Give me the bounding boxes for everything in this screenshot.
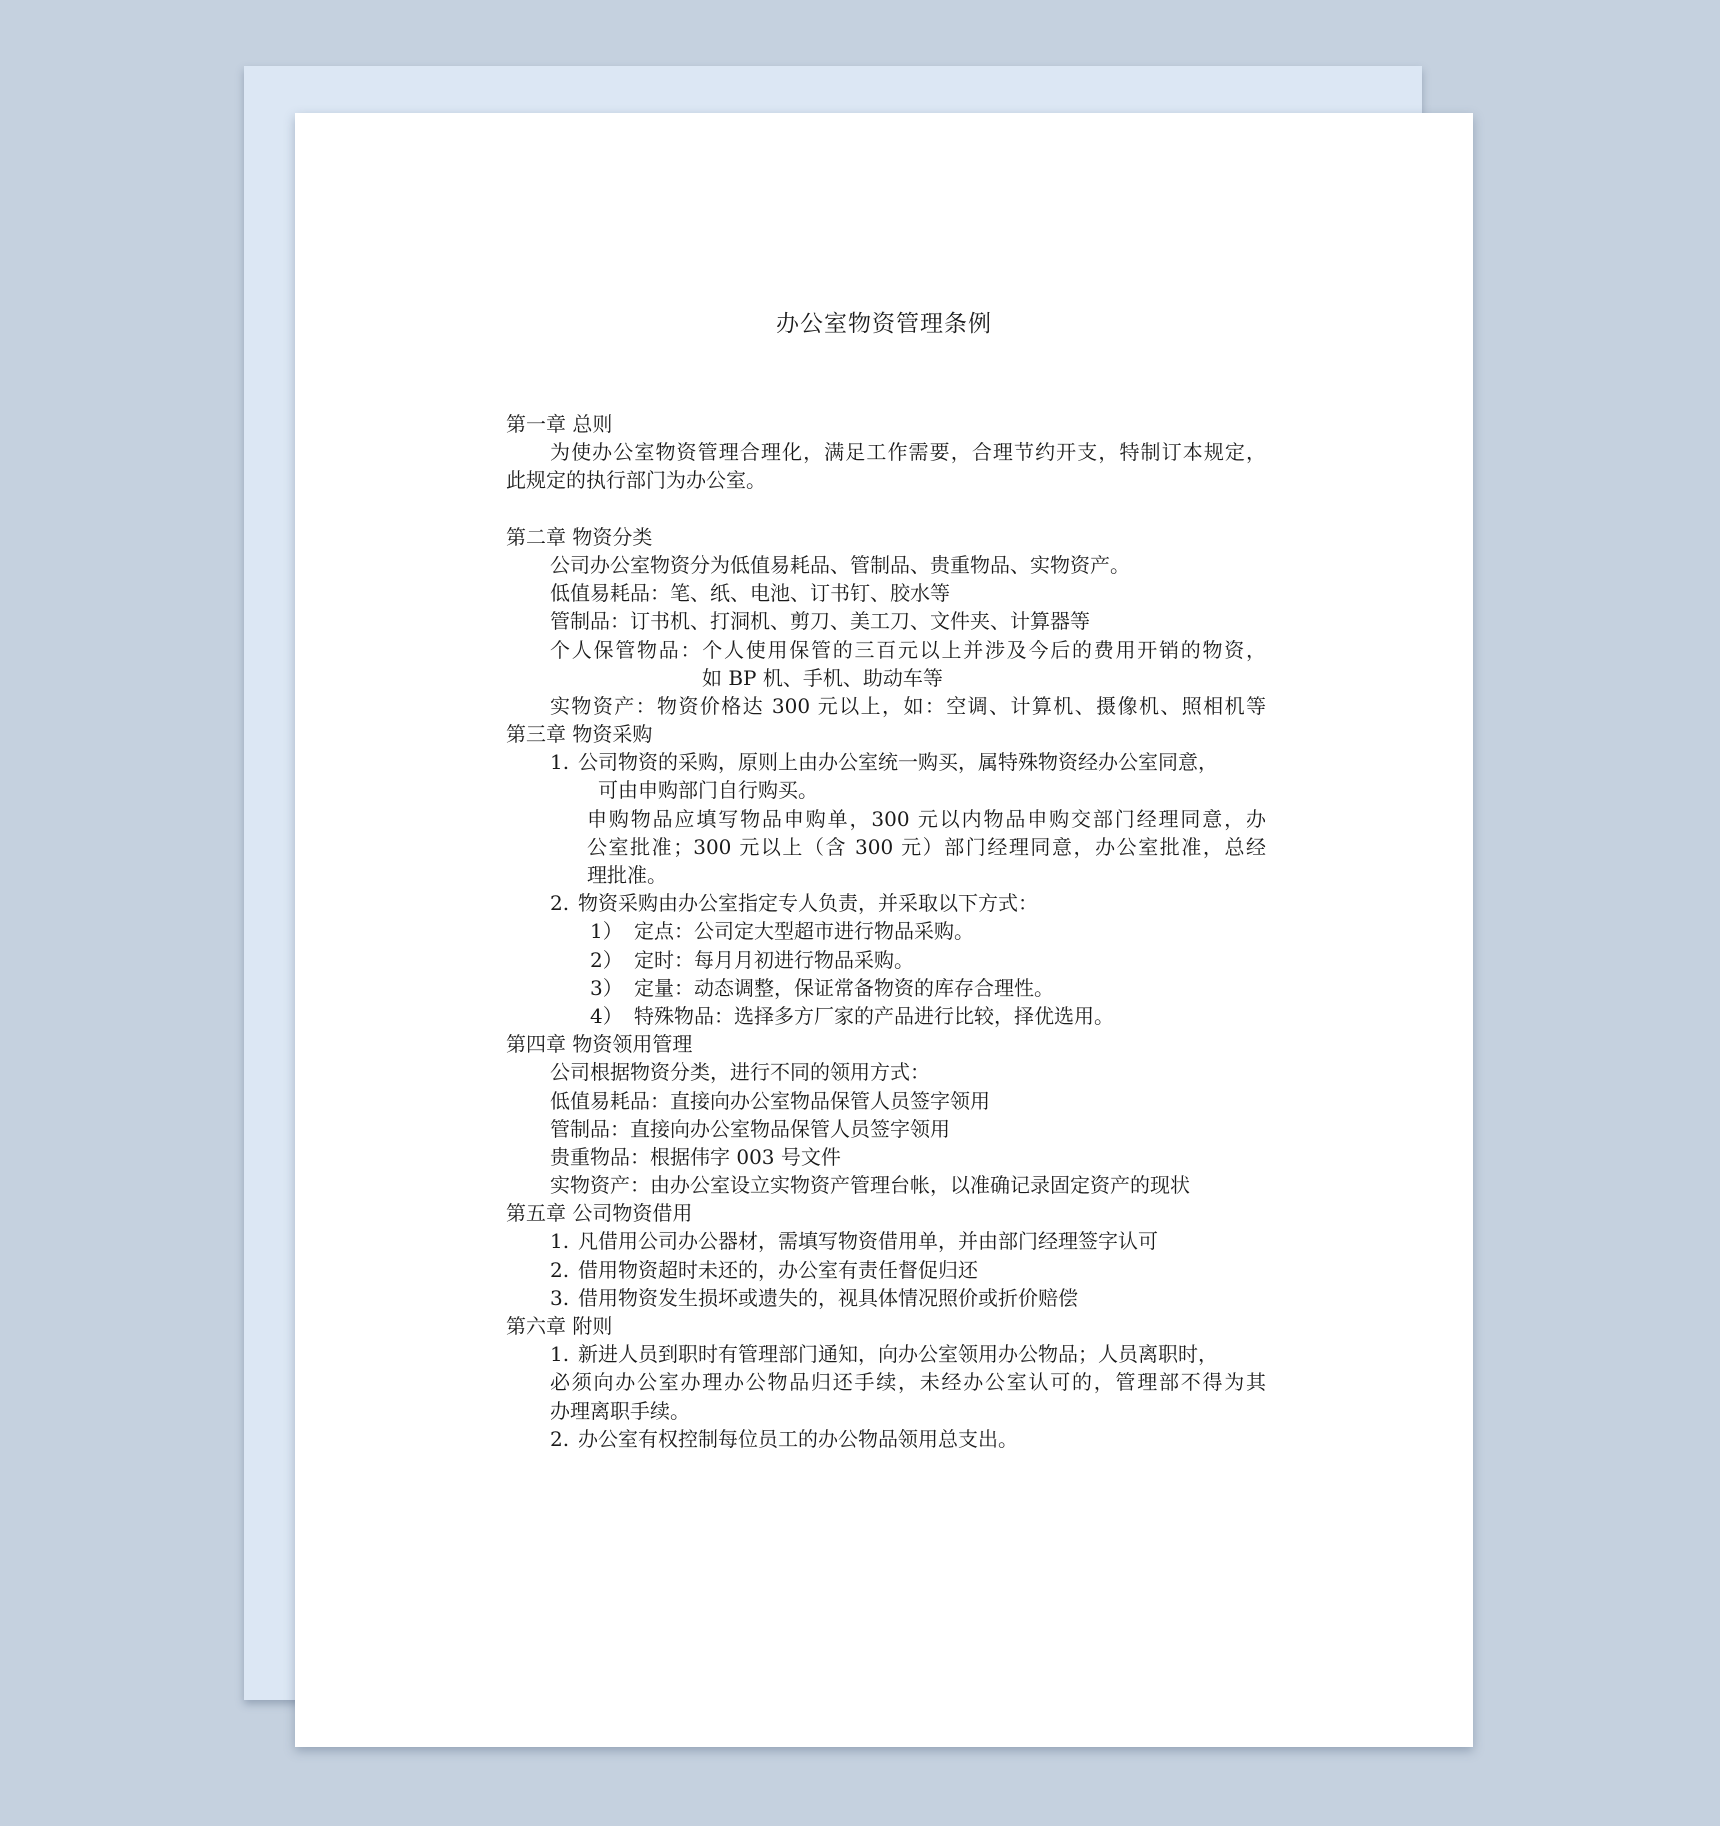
chapter-5-heading: 第五章 公司物资借用: [506, 1201, 693, 1226]
list-item-text: 物资采购由办公室指定专人负责，并采取以下方式：: [578, 891, 1038, 916]
list-item-text: 新进人员到职时有管理部门通知，向办公室领用办公物品；人员离职时，: [578, 1342, 1218, 1367]
body-line: 公司根据物资分类，进行不同的领用方式：: [550, 1060, 930, 1085]
body-line: 此规定的执行部门为办公室。: [506, 468, 766, 493]
list-item: [506, 748, 1266, 776]
sub-list-item-text: 定点：公司定大型超市进行物品采购。: [634, 919, 974, 944]
body-line: 实物资产：物资价格达 300 元以上，如：空调、计算机、摄像机、照相机等: [550, 693, 1266, 718]
body-line: 贵重物品：根据伟字 003 号文件: [550, 1144, 841, 1169]
body-line: 公司办公室物资分为低值易耗品、管制品、贵重物品、实物资产。: [550, 552, 1130, 577]
list-item: [506, 1340, 1266, 1368]
list-item-text: 借用物资发生损坏或遗失的，视具体情况照价或折价赔偿: [578, 1285, 1078, 1310]
chapter-6-heading: 第六章 附则: [506, 1314, 613, 1338]
list-number: 2.: [550, 1426, 570, 1451]
sub-list-number: 1）: [590, 919, 623, 944]
body-line: 公室批准；300 元以上（含 300 元）部门经理同意，办公室批准，总经: [587, 834, 1266, 859]
body-line: 办理离职手续。: [550, 1398, 690, 1423]
body-line: 如 BP 机、手机、助动车等: [702, 665, 943, 690]
list-item-text: 办公室有权控制每位员工的办公物品领用总支出。: [578, 1426, 1018, 1451]
document-body: [506, 410, 1266, 1453]
chapter-3-heading: 第三章 物资采购: [506, 722, 653, 747]
list-item: [506, 1425, 1266, 1453]
list-number: 1.: [550, 1229, 570, 1254]
body-line: 低值易耗品：笔、纸、电池、订书钉、胶水等: [550, 581, 950, 606]
blank-line: [506, 495, 1266, 523]
document-title: 办公室物资管理条例: [776, 311, 992, 337]
list-item-text: 凡借用公司办公器材，需填写物资借用单，并由部门经理签字认可: [578, 1229, 1158, 1254]
body-line: 可由申购部门自行购买。: [598, 778, 818, 803]
sub-list-item-text: 定时：每月月初进行物品采购。: [634, 947, 914, 972]
document-page: [295, 113, 1473, 1747]
sub-list-number: 2）: [590, 947, 623, 972]
list-number: 2.: [550, 1257, 570, 1282]
body-line: 低值易耗品：直接向办公室物品保管人员签字领用: [550, 1088, 990, 1113]
body-line: 实物资产：由办公室设立实物资产管理台帐，以准确记录固定资产的现状: [550, 1173, 1190, 1198]
body-line: 理批准。: [587, 863, 667, 887]
body-line: 管制品：直接向办公室物品保管人员签字领用: [550, 1116, 950, 1141]
sub-list-item: [506, 946, 1266, 974]
sub-list-number: 4）: [590, 1003, 623, 1028]
body-line: 申购物品应填写物品申购单，300 元以内物品申购交部门经理同意，办: [587, 806, 1266, 831]
list-number: 1.: [550, 1342, 570, 1367]
sub-list-item: [506, 917, 1266, 945]
list-number: 1.: [550, 750, 570, 775]
list-item-text: 公司物资的采购，原则上由办公室统一购买，属特殊物资经办公室同意，: [578, 750, 1218, 775]
body-line: 为使办公室物资管理合理化，满足工作需要，合理节约开支，特制订本规定，: [550, 440, 1266, 465]
list-item-text: 借用物资超时未还的，办公室有责任督促归还: [578, 1257, 978, 1282]
list-item: [506, 889, 1266, 917]
sub-list-item: [506, 1002, 1266, 1030]
body-line: 管制品：订书机、打洞机、剪刀、美工刀、文件夹、计算器等: [550, 609, 1090, 634]
chapter-1-heading: 第一章 总则: [506, 412, 613, 436]
sub-list-number: 3）: [590, 975, 623, 1000]
sub-list-item-text: 定量：动态调整，保证常备物资的库存合理性。: [634, 975, 1054, 1000]
list-item: [506, 1256, 1266, 1284]
list-number: 3.: [550, 1285, 570, 1310]
body-line: 个人保管物品：个人使用保管的三百元以上并涉及今后的费用开销的物资，: [550, 637, 1266, 662]
list-number: 2.: [550, 891, 570, 916]
chapter-4-heading: 第四章 物资领用管理: [506, 1032, 693, 1057]
chapter-2-heading: 第二章 物资分类: [506, 524, 653, 549]
list-item: [506, 1227, 1266, 1255]
list-item: [506, 1284, 1266, 1312]
sub-list-item: [506, 974, 1266, 1002]
sub-list-item-text: 特殊物品：选择多方厂家的产品进行比较，择优选用。: [634, 1003, 1114, 1028]
body-line: 必须向办公室办理办公物品归还手续，未经办公室认可的，管理部不得为其: [550, 1370, 1266, 1395]
